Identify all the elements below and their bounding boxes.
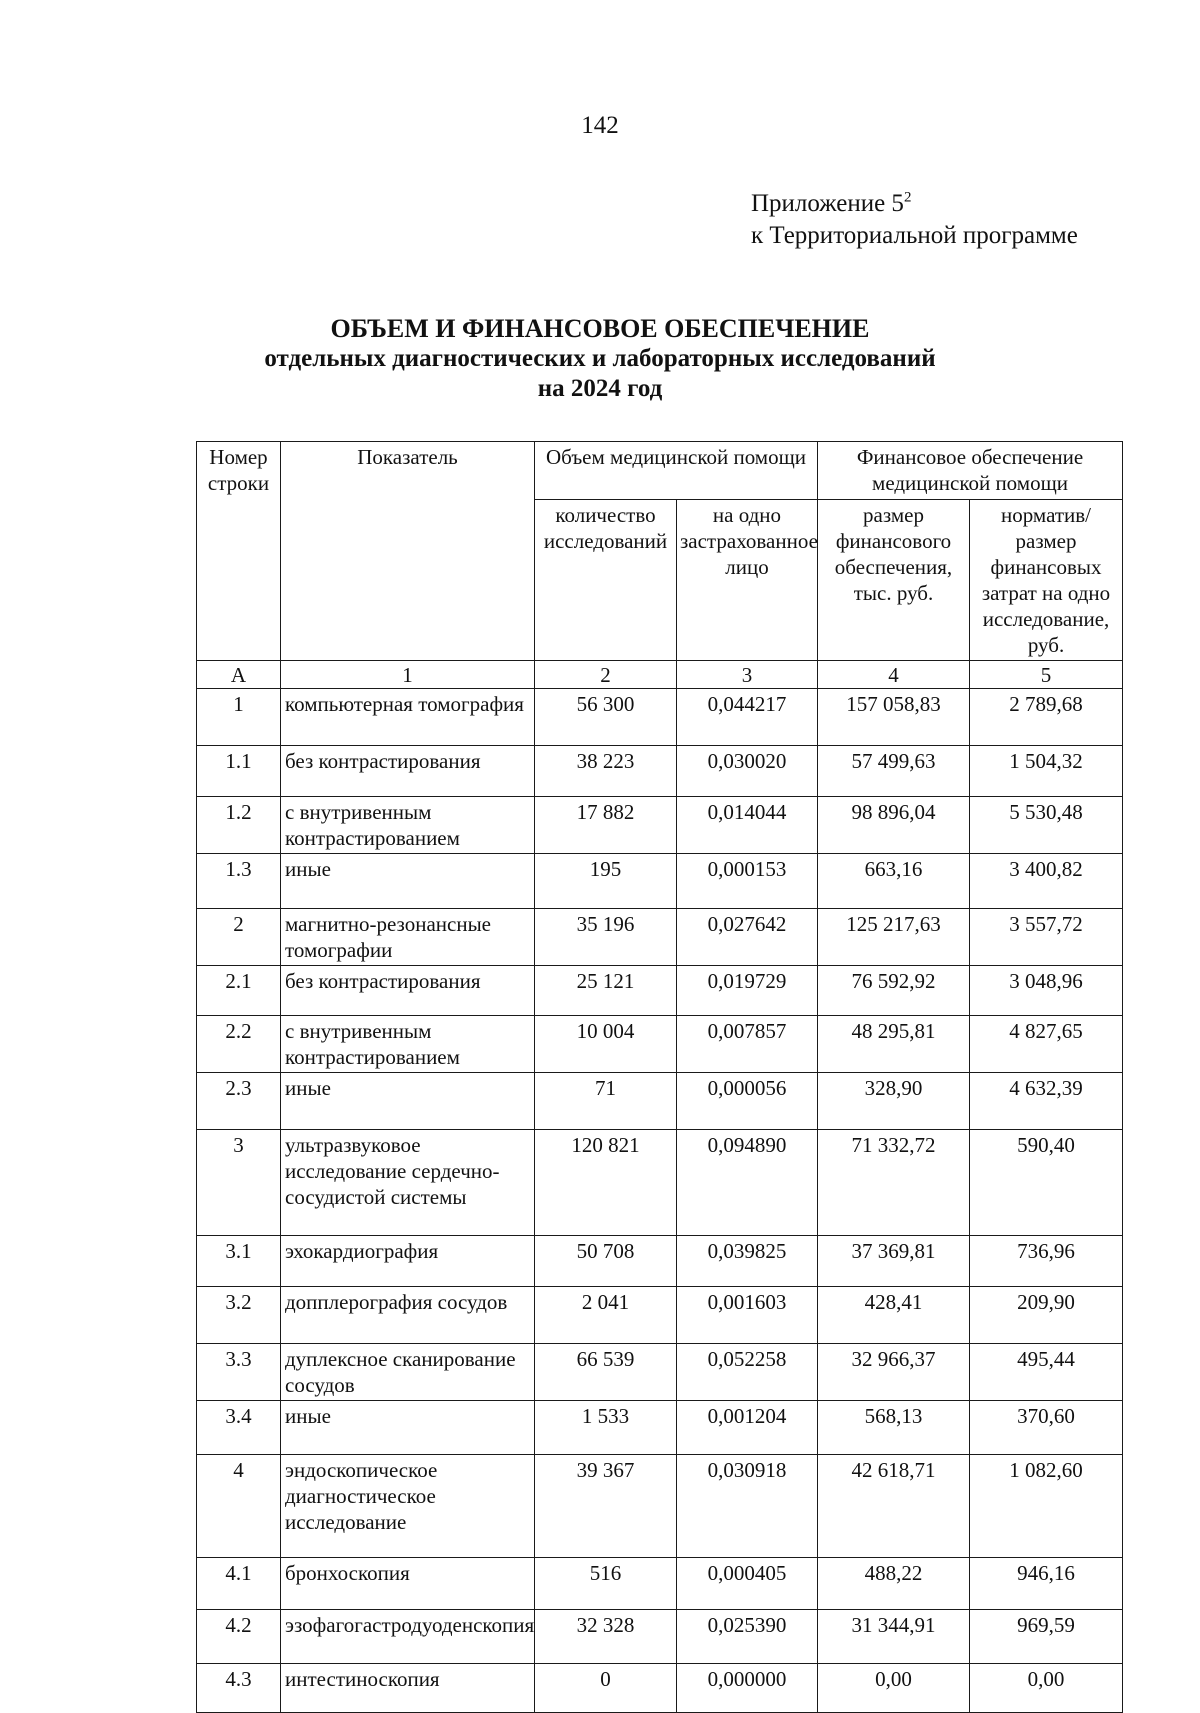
per-insured-cell: 0,039825 <box>677 1236 818 1287</box>
count-cell: 38 223 <box>535 746 677 797</box>
header-indicator: Показатель <box>281 442 535 661</box>
finance-cell: 0,00 <box>818 1664 970 1713</box>
row-number-cell: 4.1 <box>197 1558 281 1610</box>
table-row <box>197 1558 1123 1610</box>
indicator-cell: ультразвуковое исследование сердечно-сосудистой системы <box>281 1130 535 1236</box>
row-number-cell: 4.2 <box>197 1610 281 1664</box>
count-cell: 1 533 <box>535 1401 677 1455</box>
finance-cell: 57 499,63 <box>818 746 970 797</box>
norm-cell: 2 789,68 <box>970 689 1123 746</box>
count-cell: 66 539 <box>535 1344 677 1401</box>
per-insured-cell: 0,001204 <box>677 1401 818 1455</box>
per-insured-cell: 0,000153 <box>677 854 818 909</box>
indicator-cell: с внутривенным контрастированием <box>281 797 535 854</box>
norm-cell: 969,59 <box>970 1610 1123 1664</box>
per-insured-cell: 0,044217 <box>677 689 818 746</box>
per-insured-cell: 0,000405 <box>677 1558 818 1610</box>
count-cell: 195 <box>535 854 677 909</box>
header-per-insured: на одно застрахованное лицо <box>677 500 818 661</box>
row-number-cell: 1.1 <box>197 746 281 797</box>
row-number-cell: 1.3 <box>197 854 281 909</box>
norm-cell: 946,16 <box>970 1558 1123 1610</box>
title-line-2: отдельных диагностических и лабораторных исследований <box>264 345 936 372</box>
per-insured-cell: 0,001603 <box>677 1287 818 1344</box>
per-insured-cell: 0,027642 <box>677 909 818 966</box>
norm-cell: 1 504,32 <box>970 746 1123 797</box>
title-line-3: на 2024 год <box>537 375 663 402</box>
count-cell: 56 300 <box>535 689 677 746</box>
row-number-cell: 3.2 <box>197 1287 281 1344</box>
column-index: 3 <box>677 661 818 689</box>
indicator-cell: иные <box>281 1401 535 1455</box>
header-count: количество исследований <box>535 500 677 661</box>
row-number-cell: 2.3 <box>197 1073 281 1130</box>
header-finance: Финансовое обеспечение медицинской помощи <box>818 442 1123 500</box>
header-volume: Объем медицинской помощи <box>535 442 818 500</box>
row-number-cell: 1 <box>197 689 281 746</box>
finance-cell: 568,13 <box>818 1401 970 1455</box>
norm-cell: 209,90 <box>970 1287 1123 1344</box>
indicator-cell: иные <box>281 1073 535 1130</box>
row-number-cell: 3.4 <box>197 1401 281 1455</box>
indicator-cell: дуплексное сканирование сосудов <box>281 1344 535 1401</box>
row-number-cell: 2.1 <box>197 966 281 1016</box>
count-cell: 71 <box>535 1073 677 1130</box>
table-row <box>197 1130 1123 1236</box>
indicator-cell: эндоскопическое диагностическое исследование <box>281 1455 535 1558</box>
indicator-cell: иные <box>281 854 535 909</box>
norm-cell: 3 400,82 <box>970 854 1123 909</box>
finance-cell: 98 896,04 <box>818 797 970 854</box>
header-norm: норматив/ размер финансовых затрат на одно исследование, руб. <box>970 500 1123 661</box>
table-row <box>197 1287 1123 1344</box>
column-index: 2 <box>535 661 677 689</box>
per-insured-cell: 0,052258 <box>677 1344 818 1401</box>
row-number-cell: 3 <box>197 1130 281 1236</box>
title-line-1: ОБЪЕМ И ФИНАНСОВОЕ ОБЕСПЕЧЕНИЕ <box>330 314 870 343</box>
column-index: 5 <box>970 661 1123 689</box>
finance-cell: 42 618,71 <box>818 1455 970 1558</box>
table-row <box>197 1610 1123 1664</box>
per-insured-cell: 0,094890 <box>677 1130 818 1236</box>
norm-cell: 1 082,60 <box>970 1455 1123 1558</box>
norm-cell: 495,44 <box>970 1344 1123 1401</box>
indicator-cell: без контрастирования <box>281 746 535 797</box>
count-cell: 35 196 <box>535 909 677 966</box>
finance-cell: 663,16 <box>818 854 970 909</box>
finance-cell: 48 295,81 <box>818 1016 970 1073</box>
finance-cell: 37 369,81 <box>818 1236 970 1287</box>
per-insured-cell: 0,014044 <box>677 797 818 854</box>
norm-cell: 736,96 <box>970 1236 1123 1287</box>
finance-cell: 488,22 <box>818 1558 970 1610</box>
appendix-label: Приложение 5 <box>751 190 904 217</box>
header-finance-size: размер финансового обеспечения, тыс. руб. <box>818 500 970 661</box>
count-cell: 50 708 <box>535 1236 677 1287</box>
per-insured-cell: 0,025390 <box>677 1610 818 1664</box>
row-number-cell: 3.1 <box>197 1236 281 1287</box>
table-header <box>197 442 1123 689</box>
indicator-cell: компьютерная томография <box>281 689 535 746</box>
indicator-cell: бронхоскопия <box>281 1558 535 1610</box>
row-number-cell: 4 <box>197 1455 281 1558</box>
table-row <box>197 966 1123 1016</box>
appendix-caption <box>751 188 1078 252</box>
per-insured-cell: 0,030918 <box>677 1455 818 1558</box>
norm-cell: 5 530,48 <box>970 797 1123 854</box>
per-insured-cell: 0,019729 <box>677 966 818 1016</box>
header-row-number: Номер строки <box>197 442 281 661</box>
column-index: А <box>197 661 281 689</box>
row-number-cell: 1.2 <box>197 797 281 854</box>
appendix-line-2: к Территориальной программе <box>751 222 1078 249</box>
row-number-cell: 2.2 <box>197 1016 281 1073</box>
count-cell: 17 882 <box>535 797 677 854</box>
count-cell: 0 <box>535 1664 677 1713</box>
indicator-cell: с внутривенным контрастированием <box>281 1016 535 1073</box>
per-insured-cell: 0,000000 <box>677 1664 818 1713</box>
finance-cell: 328,90 <box>818 1073 970 1130</box>
appendix-superscript: 2 <box>903 189 912 206</box>
count-cell: 120 821 <box>535 1130 677 1236</box>
count-cell: 10 004 <box>535 1016 677 1073</box>
table-row <box>197 1455 1123 1558</box>
norm-cell: 590,40 <box>970 1130 1123 1236</box>
finance-cell: 32 966,37 <box>818 1344 970 1401</box>
indicator-cell: эхокардиография <box>281 1236 535 1287</box>
table-body <box>197 689 1123 1713</box>
finance-cell: 157 058,83 <box>818 689 970 746</box>
per-insured-cell: 0,000056 <box>677 1073 818 1130</box>
indicator-cell: допплерография сосудов <box>281 1287 535 1344</box>
report-table <box>196 441 1123 1713</box>
count-cell: 516 <box>535 1558 677 1610</box>
table-row <box>197 909 1123 966</box>
count-cell: 25 121 <box>535 966 677 1016</box>
column-index: 4 <box>818 661 970 689</box>
finance-cell: 31 344,91 <box>818 1610 970 1664</box>
per-insured-cell: 0,007857 <box>677 1016 818 1073</box>
finance-cell: 71 332,72 <box>818 1130 970 1236</box>
norm-cell: 3 048,96 <box>970 966 1123 1016</box>
row-number-cell: 2 <box>197 909 281 966</box>
appendix-line-1 <box>751 188 1078 220</box>
norm-cell: 370,60 <box>970 1401 1123 1455</box>
table-row <box>197 1664 1123 1713</box>
indicator-cell: эзофагогастродуоденскопия <box>281 1610 535 1664</box>
table-row <box>197 854 1123 909</box>
norm-cell: 3 557,72 <box>970 909 1123 966</box>
table-row <box>197 1016 1123 1073</box>
finance-cell: 76 592,92 <box>818 966 970 1016</box>
norm-cell: 4 827,65 <box>970 1016 1123 1073</box>
norm-cell: 4 632,39 <box>970 1073 1123 1130</box>
count-cell: 2 041 <box>535 1287 677 1344</box>
row-number-cell: 4.3 <box>197 1664 281 1713</box>
table-row <box>197 1236 1123 1287</box>
norm-cell: 0,00 <box>970 1664 1123 1713</box>
count-cell: 39 367 <box>535 1455 677 1558</box>
table-row <box>197 746 1123 797</box>
per-insured-cell: 0,030020 <box>677 746 818 797</box>
row-number-cell: 3.3 <box>197 1344 281 1401</box>
finance-cell: 125 217,63 <box>818 909 970 966</box>
page-number: 142 <box>581 112 619 139</box>
column-index: 1 <box>281 661 535 689</box>
table-row <box>197 1073 1123 1130</box>
document-title <box>0 314 1200 404</box>
indicator-cell: магнитно-резонансные томографии <box>281 909 535 966</box>
indicator-cell: интестиноскопия <box>281 1664 535 1713</box>
table-row <box>197 689 1123 746</box>
table-row <box>197 1401 1123 1455</box>
indicator-cell: без контрастирования <box>281 966 535 1016</box>
table-row <box>197 1344 1123 1401</box>
finance-cell: 428,41 <box>818 1287 970 1344</box>
table-row <box>197 797 1123 854</box>
count-cell: 32 328 <box>535 1610 677 1664</box>
